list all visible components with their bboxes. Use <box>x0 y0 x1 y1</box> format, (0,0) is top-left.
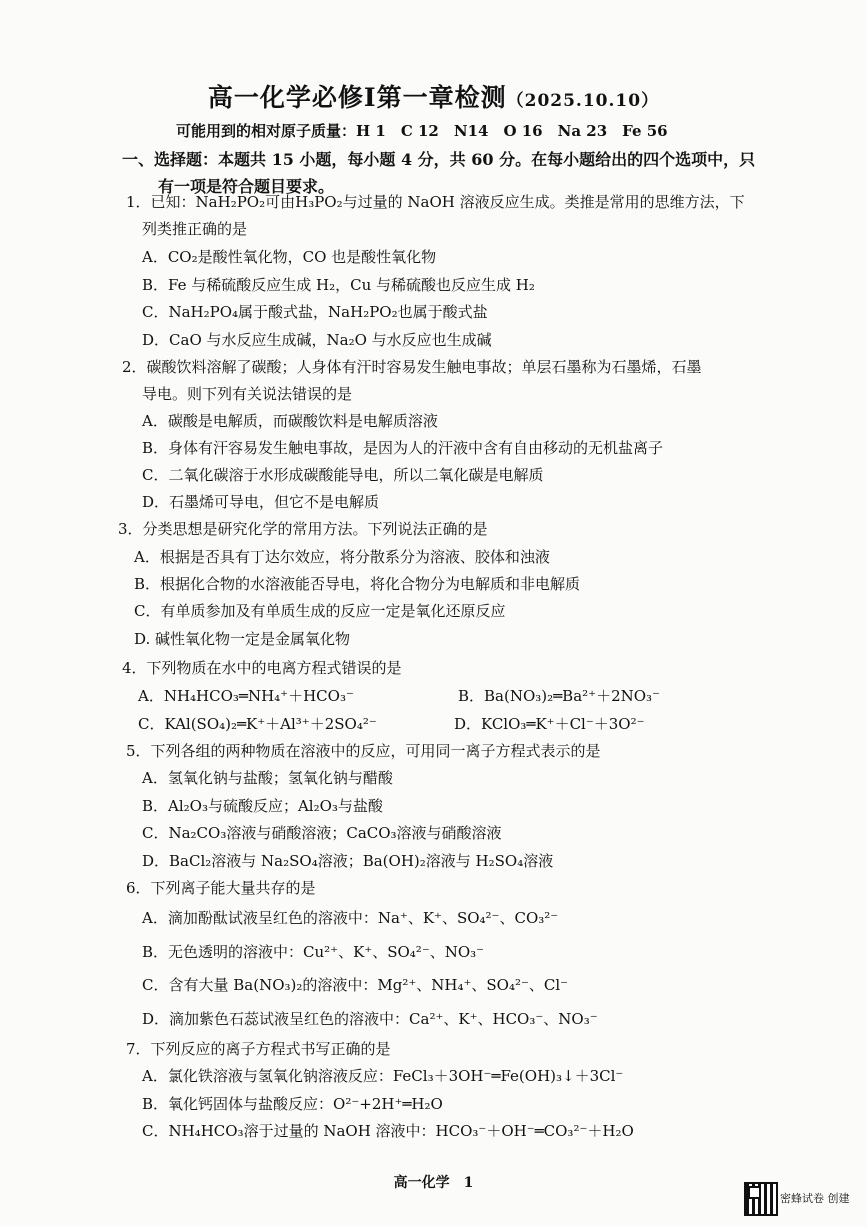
q1-stem-2: 列类推正确的是 <box>142 220 248 238</box>
atomic-masses: 可能用到的相对原子质量：H 1 C 12 N14 O 16 Na 23 Fe 56 <box>176 122 668 140</box>
q7-stem: 7．下列反应的离子方程式书写正确的是 <box>126 1040 391 1058</box>
q6-option-d: D．滴加紫色石蕊试液呈红色的溶液中：Ca²⁺、K⁺、HCO₃⁻、NO₃⁻ <box>142 1010 598 1028</box>
q1-stem-1: 1．已知：NaH₂PO₂可由H₃PO₂与过量的 NaOH 溶液反应生成。类推是常用的思维方法，下 <box>126 193 745 211</box>
q1-option-d: D．CaO 与水反应生成碱，Na₂O 与水反应也生成碱 <box>142 331 492 349</box>
q5-option-a: A．氢氧化钠与盐酸；氢氧化钠与醋酸 <box>142 769 393 787</box>
q1-option-a: A．CO₂是酸性氧化物，CO 也是酸性氧化物 <box>142 248 437 266</box>
q6-option-b: B．无色透明的溶液中：Cu²⁺、K⁺、SO₄²⁻、NO₃⁻ <box>142 943 485 961</box>
q5-option-c: C．Na₂CO₃溶液与硝酸溶液；CaCO₃溶液与硝酸溶液 <box>142 824 502 842</box>
page-title <box>0 78 867 114</box>
q5-option-b: B．Al₂O₃与硫酸反应；Al₂O₃与盐酸 <box>142 797 383 815</box>
q2-option-a: A．碳酸是电解质，而碳酸饮料是电解质溶液 <box>142 412 438 430</box>
q1-option-c: C．NaH₂PO₄属于酸式盐，NaH₂PO₂也属于酸式盐 <box>142 303 488 321</box>
q4-option-a: A．NH₄HCO₃═NH₄⁺＋HCO₃⁻ <box>138 687 354 705</box>
q7-option-c: C．NH₄HCO₃溶于过量的 NaOH 溶液中：HCO₃⁻＋OH⁻═CO₃²⁻＋H₂O <box>142 1122 634 1140</box>
q6-option-a: A．滴加酚酞试液呈红色的溶液中：Na⁺、K⁺、SO₄²⁻、CO₃²⁻ <box>142 909 559 927</box>
q2-option-d: D．石墨烯可导电，但它不是电解质 <box>142 493 380 511</box>
q7-option-b: B．氧化钙固体与盐酸反应：O²⁻+2H⁺═H₂O <box>142 1095 443 1113</box>
q6-option-c: C．含有大量 Ba(NO₃)₂的溶液中：Mg²⁺、NH₄⁺、SO₄²⁻、Cl⁻ <box>142 976 569 994</box>
q3-option-b: B．根据化合物的水溶液能否导电，将化合物分为电解质和非电解质 <box>134 575 581 593</box>
section-line-1: 一、选择题：本题共 15 小题，每小题 4 分，共 60 分。在每小题给出的四个选项中，只 <box>122 150 756 169</box>
exam-date: （2025.10.10） <box>506 91 660 111</box>
q7-option-a: A．氯化铁溶液与氢氧化钠溶液反应：FeCl₃＋3OH⁻═Fe(OH)₃↓＋3Cl⁻ <box>142 1067 624 1085</box>
q2-stem-1: 2．碳酸饮料溶解了碳酸；人身体有汗时容易发生触电事故；单层石墨称为石墨烯，石墨 <box>122 358 702 376</box>
q5-stem: 5．下列各组的两种物质在溶液中的反应，可用同一离子方程式表示的是 <box>126 742 601 760</box>
q2-stem-2: 导电。则下列有关说法错误的是 <box>142 385 353 403</box>
q3-option-a: A．根据是否具有丁达尔效应，将分散系分为溶液、胶体和浊液 <box>134 548 550 566</box>
page-footer: 高一化学 1 <box>393 1175 474 1191</box>
q3-stem: 3．分类思想是研究化学的常用方法。下列说法正确的是 <box>118 520 488 538</box>
qr-code-icon <box>744 1182 778 1216</box>
qr-label: 密蜂试卷 创建 <box>780 1192 850 1205</box>
section-line-2: 有一项是符合题目要求。 <box>158 177 335 196</box>
q4-option-d: D．KClO₃═K⁺＋Cl⁻＋3O²⁻ <box>454 715 645 733</box>
q6-stem: 6．下列离子能大量共存的是 <box>126 879 316 897</box>
q3-option-c: C．有单质参加及有单质生成的反应一定是氧化还原反应 <box>134 602 506 620</box>
q2-option-b: B．身体有汗容易发生触电事故，是因为人的汗液中含有自由移动的无机盐离子 <box>142 439 664 457</box>
q4-option-c: C．KAl(SO₄)₂═K⁺＋Al³⁺＋2SO₄²⁻ <box>138 715 377 733</box>
q3-option-d: D. 碱性氧化物一定是金属氧化物 <box>134 630 351 648</box>
q4-stem: 4．下列物质在水中的电离方程式错误的是 <box>122 659 402 677</box>
q2-option-c: C．二氧化碳溶于水形成碳酸能导电，所以二氧化碳是电解质 <box>142 466 544 484</box>
q1-option-b: B．Fe 与稀硫酸反应生成 H₂，Cu 与稀硫酸也反应生成 H₂ <box>142 276 535 294</box>
q5-option-d: D．BaCl₂溶液与 Na₂SO₄溶液；Ba(OH)₂溶液与 H₂SO₄溶液 <box>142 852 554 870</box>
q4-option-b: B．Ba(NO₃)₂═Ba²⁺＋2NO₃⁻ <box>458 687 660 705</box>
title-text: 高一化学必修I第一章检测 <box>207 83 507 112</box>
